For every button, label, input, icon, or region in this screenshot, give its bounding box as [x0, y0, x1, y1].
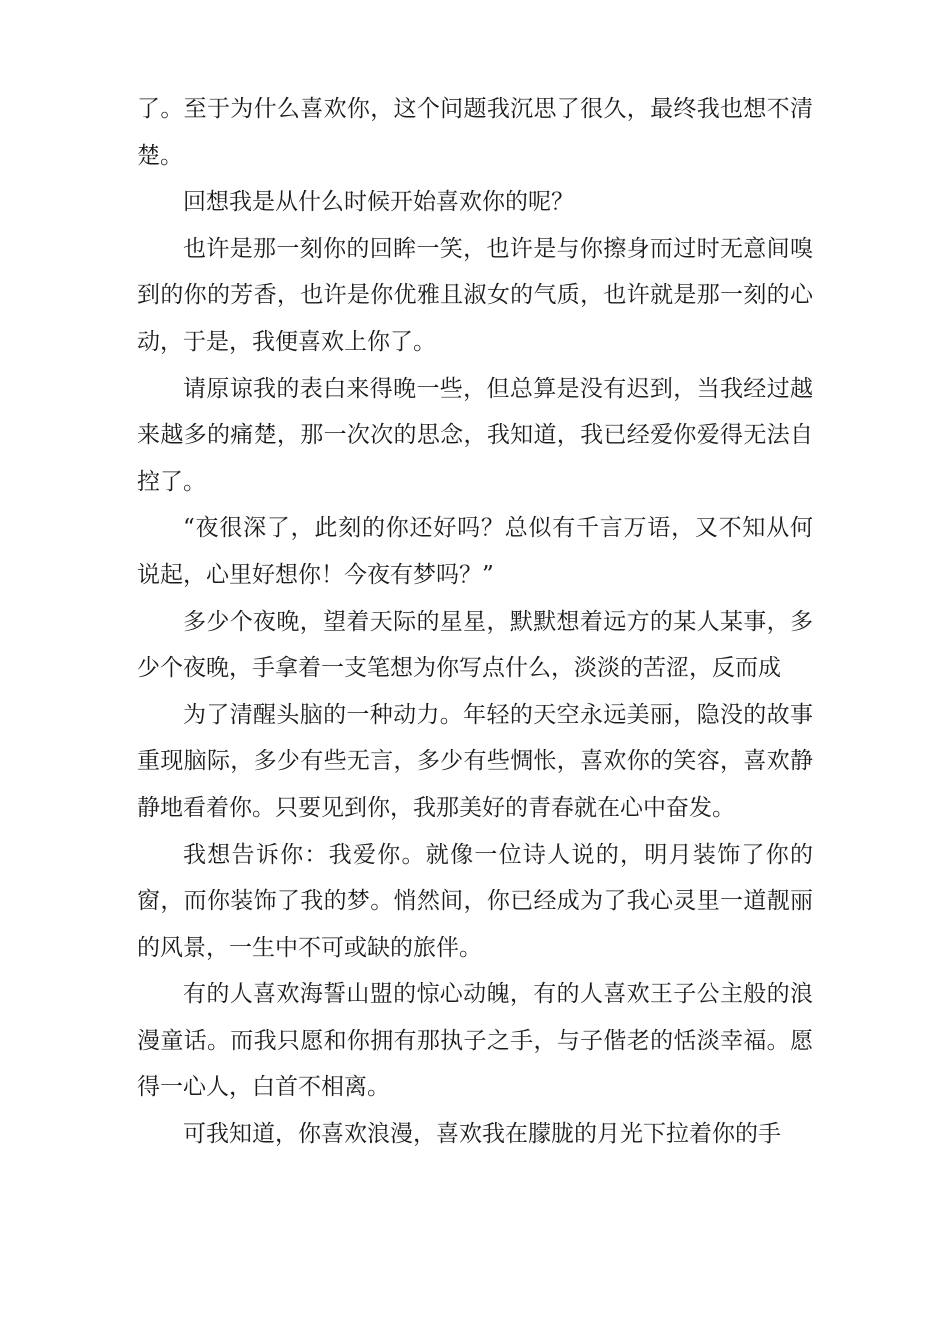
document-page: [137, 86, 813, 1158]
paragraph: 也许是那一刻你的回眸一笑，也许是与你擦身而过时无意间嗅到的你的芳香，也许是你优雅且淑女的气质，也许就是那一刻的心动，于是，我便喜欢上你了。: [137, 235, 813, 355]
paragraph: 多少个夜晚，望着天际的星星，默默想着远方的某人某事，多少个夜晚，手拿着一支笔想为你写点什么，淡淡的苦涩，反而成: [137, 608, 813, 682]
paragraph: 为了清醒头脑的一种动力。年轻的天空永远美丽，隐没的故事重现脑际，多少有些无言，多少有些惆怅，喜欢你的笑容，喜欢静静地看着你。只要见到你，我那美好的青春就在心中奋发。: [137, 701, 813, 821]
paragraph: 可我知道，你喜欢浪漫，喜欢我在朦胧的月光下拉着你的手: [183, 1121, 781, 1148]
paragraph-continuation: 了。至于为什么喜欢你，这个问题我沉思了很久，最终我也想不清楚。: [137, 96, 813, 169]
paragraph: 我想告诉你：我爱你。就像一位诗人说的，明月装饰了你的窗，而你装饰了我的梦。悄然间，你已经成为了我心灵里一道靓丽的风景，一生中不可或缺的旅伴。: [137, 841, 813, 961]
paragraph: 回想我是从什么时候开始喜欢你的呢？: [183, 189, 574, 216]
paragraph: 请原谅我的表白来得晚一些，但总算是没有迟到，当我经过越来越多的痛楚，那一次次的思念，我知道，我已经爱你爱得无法自控了。: [137, 375, 813, 495]
paragraph-quote: “夜很深了，此刻的你还好吗？总似有千言万语，又不知从何说起，心里好想你！今夜有梦吗？”: [137, 515, 813, 588]
paragraph: 有的人喜欢海誓山盟的惊心动魄，有的人喜欢王子公主般的浪漫童话。而我只愿和你拥有那执子之手，与子偕老的恬淡幸福。愿得一心人，白首不相离。: [137, 981, 813, 1101]
